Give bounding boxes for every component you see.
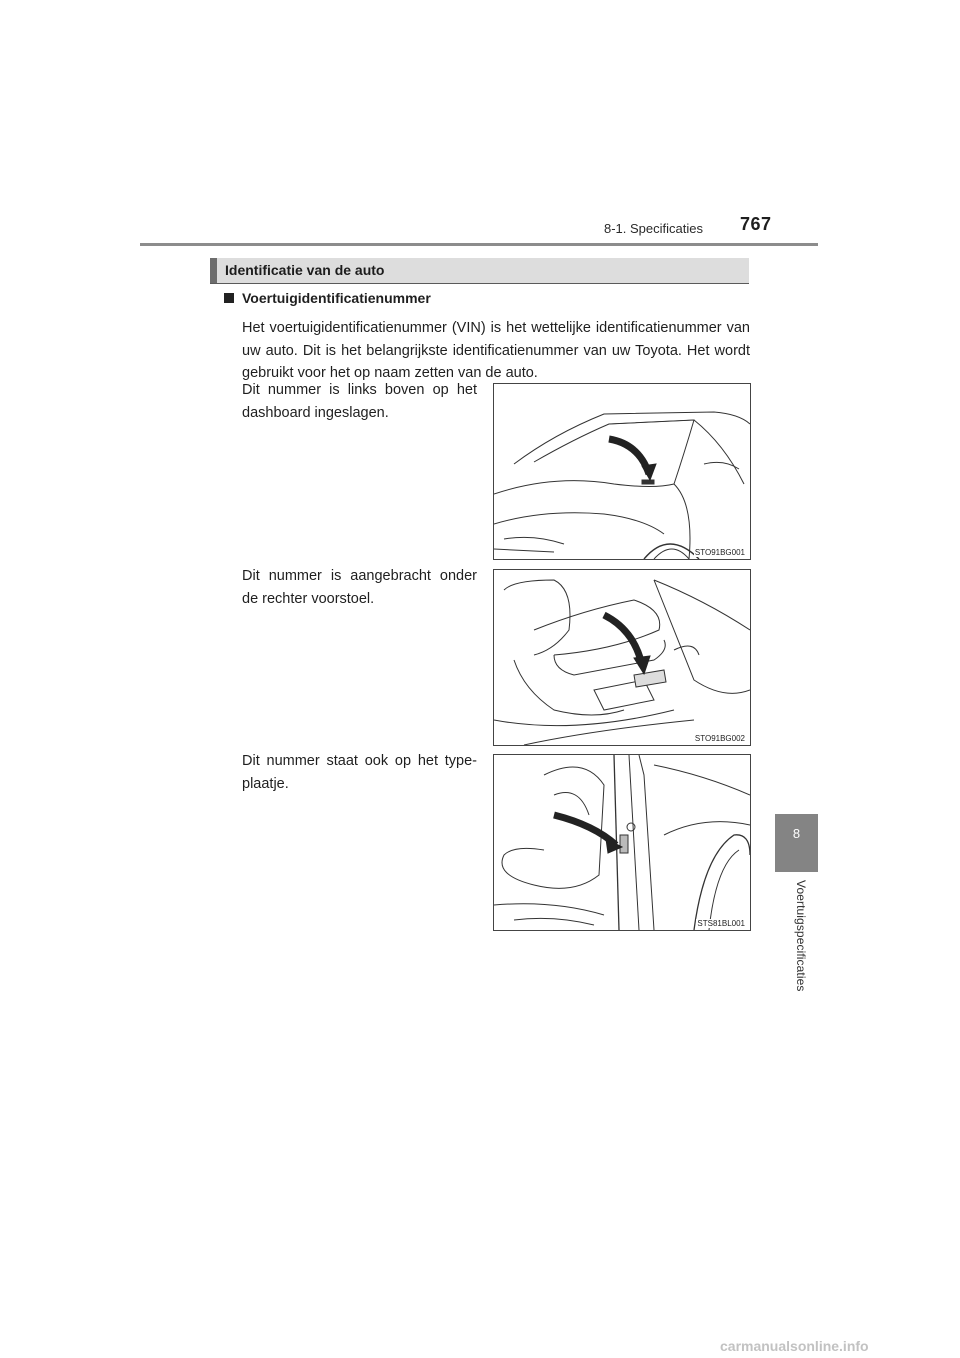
- figure-3-caption: Dit nummer staat ook op het type-plaatje.: [242, 753, 477, 792]
- header-rule: [140, 243, 818, 246]
- figure-1: [493, 383, 751, 560]
- watermark: carmanualsonline.info: [720, 1338, 869, 1354]
- figure-2-code: STO91BG002: [694, 734, 745, 743]
- figure-1-caption: Dit nummer is links boven op het dashboard ingeslagen.: [242, 382, 477, 421]
- figure-3-code: STS81BL001: [697, 919, 745, 928]
- chapter-title: Voertuigspecificaties: [794, 880, 808, 992]
- subsection-title: Voertuigidentificatienummer: [242, 290, 431, 306]
- under-seat-vin-illustration: [494, 570, 750, 745]
- figure-2: [493, 569, 751, 746]
- figure-2-caption: Dit nummer is aangebracht onder de rechter voorstoel.: [242, 568, 477, 607]
- section-title: Identificatie van de auto: [225, 262, 385, 278]
- dashboard-vin-illustration: [494, 384, 750, 559]
- chapter-tab: [775, 814, 818, 872]
- chapter-number: 8: [792, 826, 801, 841]
- bullet-square-icon: [224, 293, 234, 303]
- figure-1-code: STO91BG001: [694, 548, 745, 557]
- door-pillar-plate-illustration: [494, 755, 750, 930]
- figure-3: [493, 754, 751, 931]
- header-section: 8-1. Specificaties: [604, 221, 703, 236]
- vin-paragraph: Het voertuigidentificatienummer (VIN) is het wettelijke identificatienummer van uw auto. Dit is het belangrijkste identificatienummer van uw Toyota. Het wordt gebruikt voor het op naam zetten van de auto.: [242, 320, 750, 381]
- section-underline: [210, 283, 749, 284]
- page-number: 767: [740, 214, 772, 234]
- section-header-bar: [210, 258, 217, 283]
